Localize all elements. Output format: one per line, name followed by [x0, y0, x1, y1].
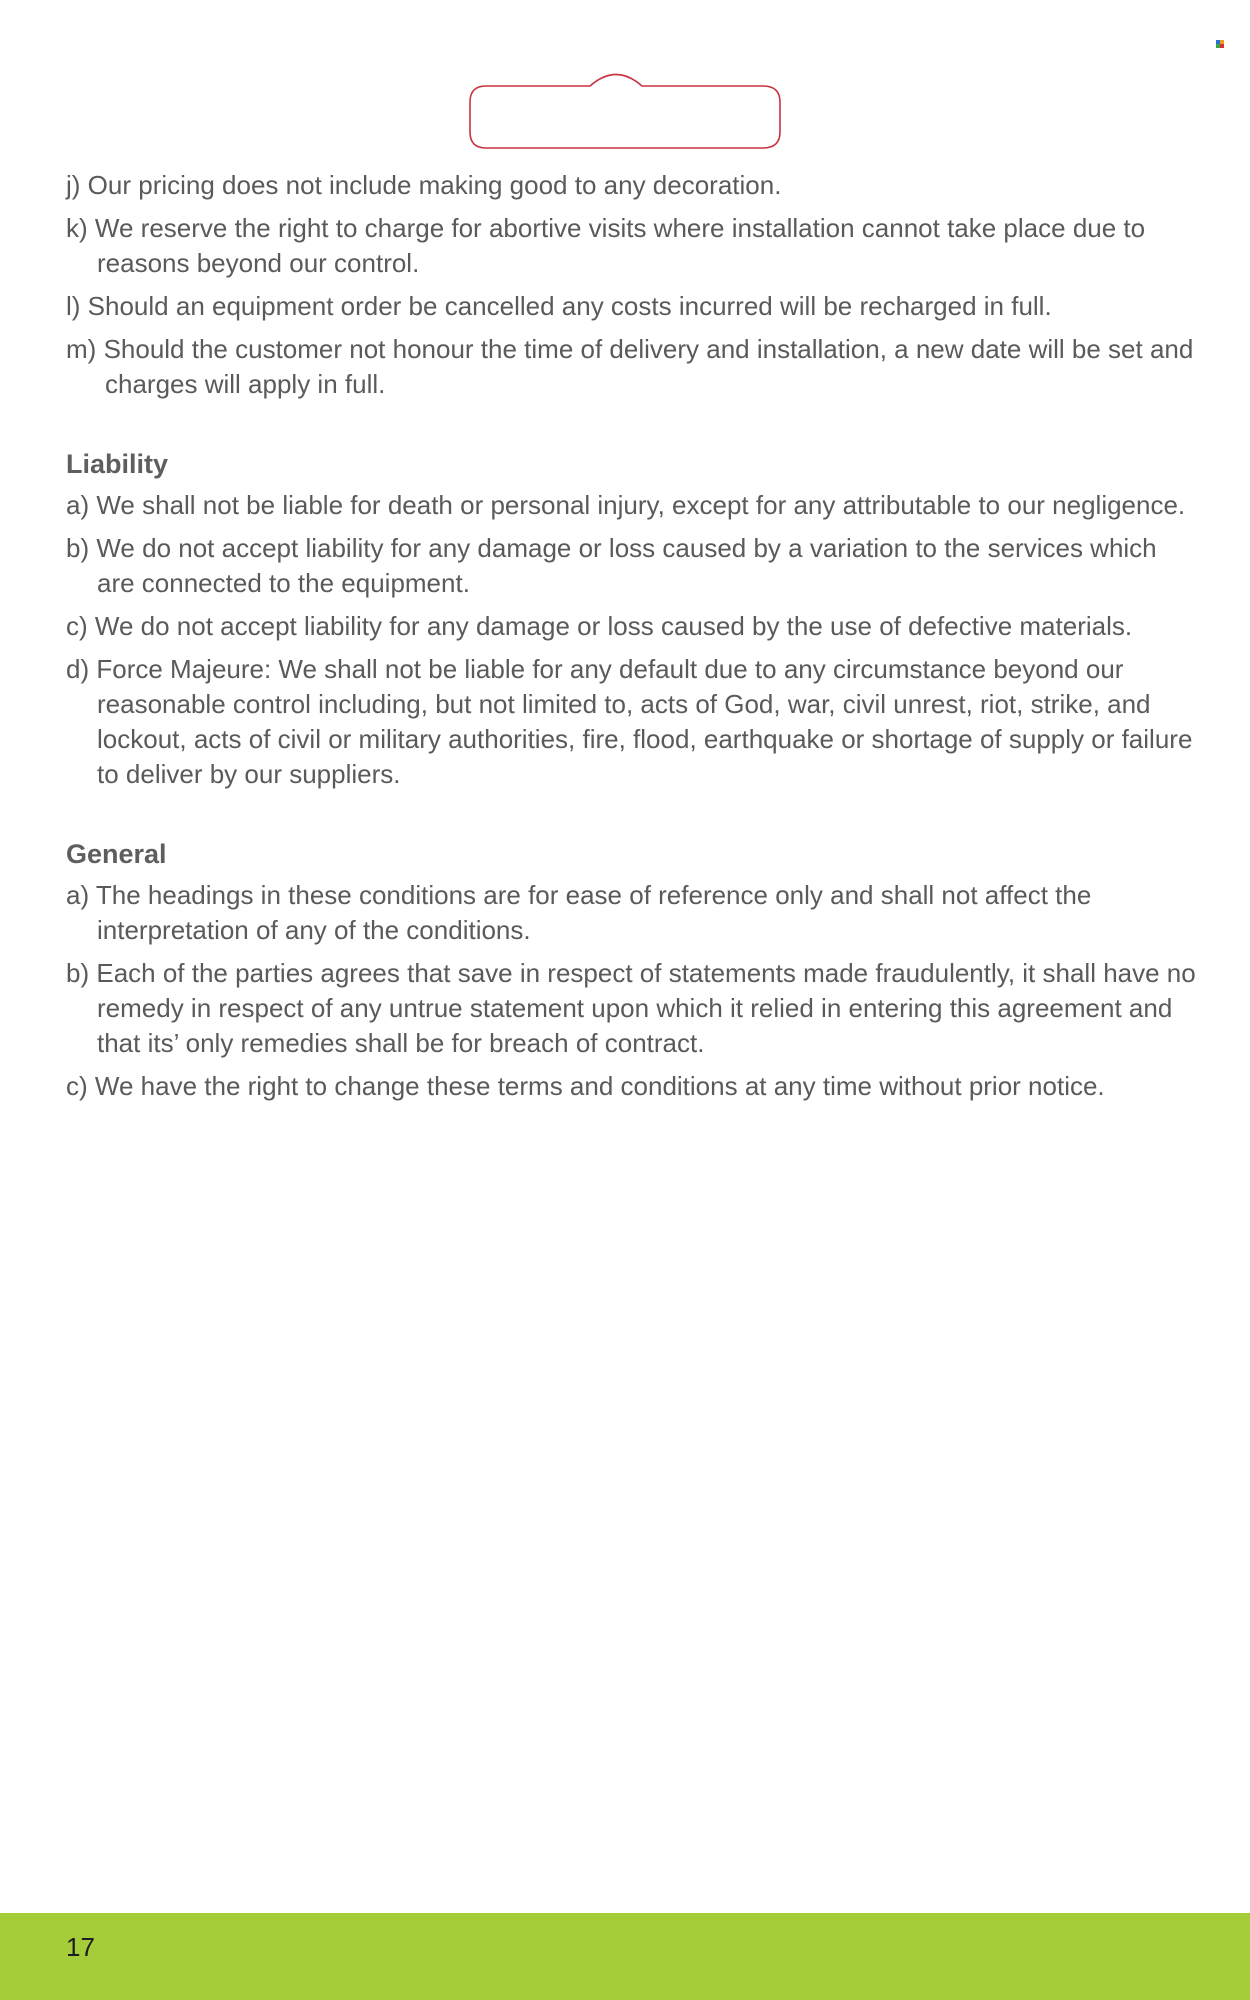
pricing-item-l: l) Should an equipment order be cancelled any costs incurred will be recharged in full.	[66, 291, 1052, 321]
pricing-item-m: m) Should the customer not honour the time of delivery and installation, a new date will be set and charges will apply in full.	[66, 334, 1194, 399]
general-item-c: c) We have the right to change these terms and conditions at any time without prior notice.	[66, 1071, 1105, 1101]
liability-item-b: b) We do not accept liability for any damage or loss caused by a variation to the services which are connected to the equipment.	[66, 533, 1157, 598]
pricing-item-j: j) Our pricing does not include making good to any decoration.	[66, 170, 782, 200]
liability-item-d: d) Force Majeure: We shall not be liable for any default due to any circumstance beyond our reasonable control including, but not limited to, acts of God, war, civil unrest, riot, strike, and lockout, acts of civil or military authorities, fire, flood, earthquake or shortage of supply or failure to deliver by our suppliers.	[66, 654, 1193, 789]
liability-item-a: a) We shall not be liable for death or personal injury, except for any attributable to our negligence.	[66, 490, 1186, 520]
general-heading: General	[66, 839, 167, 869]
footer-bar	[0, 1913, 1250, 2000]
color-swatch-mark	[1216, 40, 1224, 48]
general-item-a: a) The headings in these conditions are for ease of reference only and shall not affect the interpretation of any of the conditions.	[66, 880, 1092, 945]
tab-outline-shape	[468, 68, 783, 152]
terms-content	[66, 168, 1196, 1112]
liability-item-c: c) We do not accept liability for any damage or loss caused by the use of defective materials.	[66, 611, 1133, 641]
pricing-item-k: k) We reserve the right to charge for abortive visits where installation cannot take place due to reasons beyond our control.	[66, 213, 1146, 278]
page-number: 17	[66, 1932, 95, 1962]
liability-heading: Liability	[66, 449, 169, 479]
general-item-b: b) Each of the parties agrees that save in respect of statements made fraudulently, it shall have no remedy in respect of any untrue statement upon which it relied in entering this agreement and that its’ only remedies shall be for breach of contract.	[66, 958, 1196, 1058]
